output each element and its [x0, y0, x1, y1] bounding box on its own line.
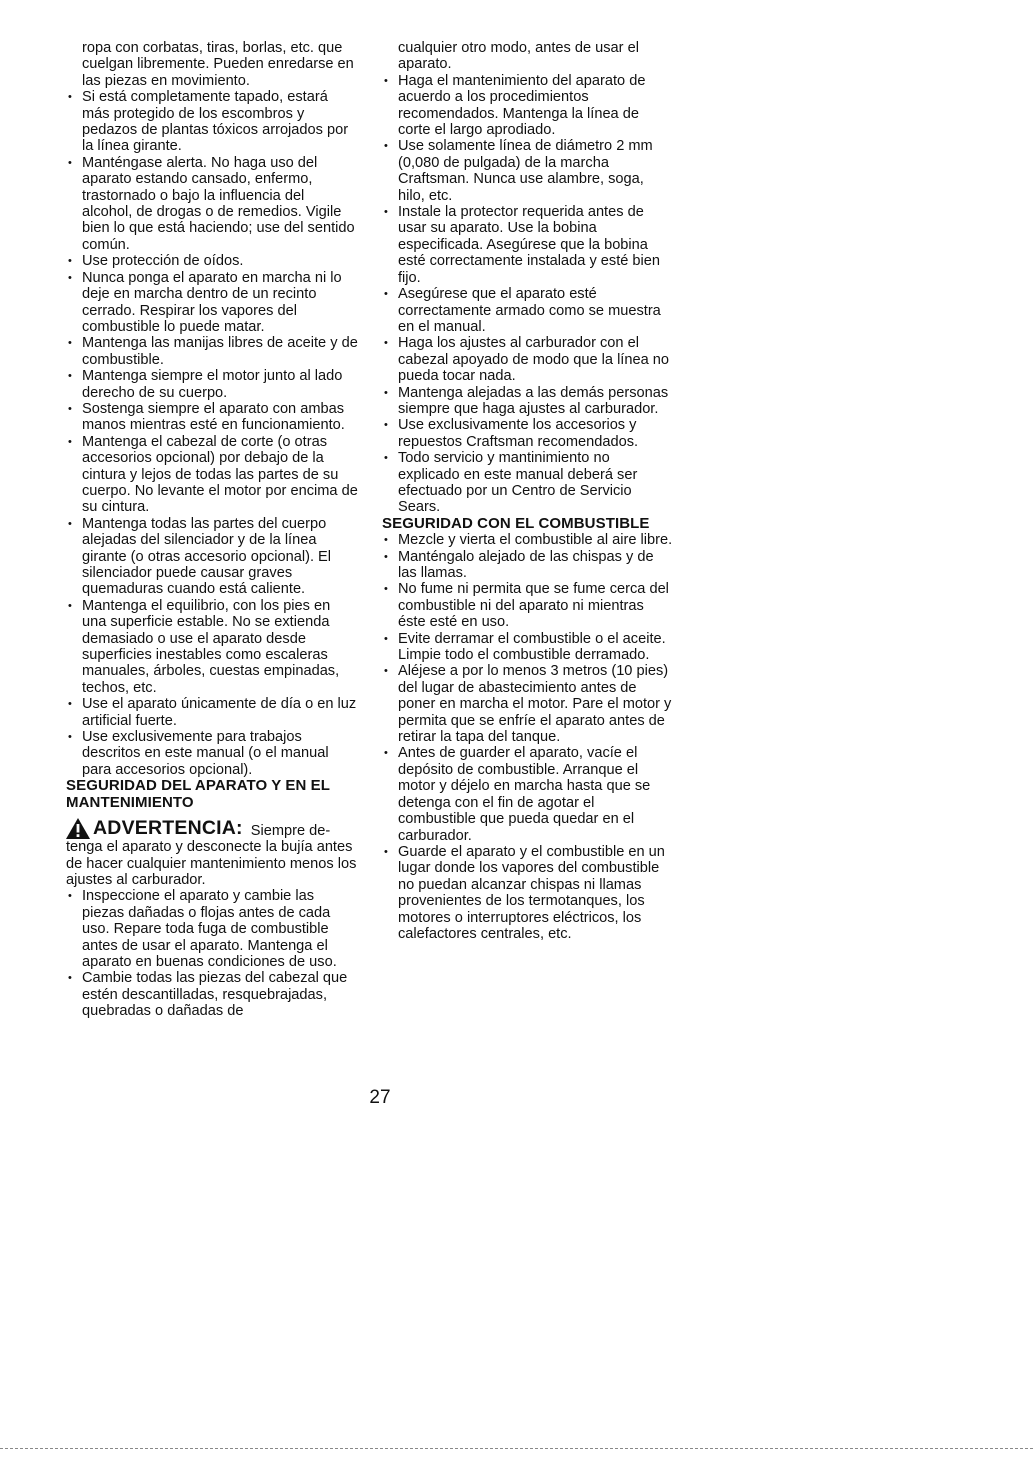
list-item: • Mantenga siempre el motor junto al lado derecho de su cuerpo.	[66, 368, 358, 401]
fuel-safety-list	[382, 532, 674, 942]
list-item: • Use solamente línea de diámetro 2 mm (0,080 de pulgada) de la marcha Craftsman. Nunca use alambre, soga, hilo, etc.	[382, 138, 674, 204]
list-item: • Cambie todas las piezas del cabezal que estén descantilladas, resquebrajadas, quebradas o dañadas de	[66, 970, 358, 1019]
warning-text-start: Siempre de-	[250, 822, 331, 839]
list-item: • Mezcle y vierta el combustible al aire libre.	[382, 532, 674, 548]
list-item: • Manténgalo alejado de las chispas y de las llamas.	[382, 549, 674, 582]
list-item: • Haga el mantenimiento del aparato de acuerdo a los procedimientos recomendados. Mantenga la línea de corte el largo aprodiado.	[382, 73, 674, 139]
section-heading-maintenance: SEGURIDAD DEL APARATO Y EN EL MANTENIMIENTO	[66, 777, 330, 811]
list-item: • Aléjese a por lo menos 3 metros (10 pies) del lugar de abastecimiento antes de poner en marcha el motor. Pare el motor y permita que se enfríe el aparato antes de retirar la tapa del tanque.	[382, 663, 674, 745]
warning-triangle-icon	[66, 818, 90, 839]
list-item: • Use exclusivamente los accesorios y repuestos Craftsman recomendados.	[382, 417, 674, 450]
list-item: • Use exclusivemente para trabajos descritos en este manual (o el manual para accesorios opcional).	[66, 729, 358, 778]
list-item: • No fume ni permita que se fume cerca del combustible ni del aparato ni mientras éste esté en uso.	[382, 581, 674, 630]
list-item: • Nunca ponga el aparato en marcha ni lo deje en marcha dentro de un recinto cerrado. Respirar los vapores del combustible lo puede matar.	[66, 270, 358, 336]
list-item: • Mantenga las manijas libres de aceite y de combustible.	[66, 335, 358, 368]
list-item: • Evite derramar el combustible o el aceite. Limpie todo el combustible derramado.	[382, 631, 674, 664]
right-column	[382, 40, 674, 942]
list-item: • Guarde el aparato y el combustible en un lugar donde los vapores del combustible no puedan alcanzar chispas ni llamas provenientes de los termotanques, los motores o interruptores eléctricos, los calefactores centrales, etc.	[382, 844, 674, 942]
section-heading-fuel: SEGURIDAD CON EL COMBUSTIBLE	[382, 514, 650, 532]
left-column	[66, 40, 358, 1020]
page-number: 27	[369, 1087, 391, 1108]
list-item: • Sostenga siempre el aparato con ambas manos mientras esté en funcionamiento.	[66, 401, 358, 434]
list-item: • Manténgase alerta. No haga uso del aparato estando cansado, enfermo, trastornado o bajo la influencia del alcohol, de drogas o de remedios. Vigile bien lo que está haciendo; use del sentido común.	[66, 155, 358, 253]
safety-list	[66, 89, 358, 778]
list-item: • Use el aparato únicamente de día o en luz artificial fuerte.	[66, 696, 358, 729]
warning-line	[66, 817, 358, 839]
continued-text: ropa con corbatas, tiras, borlas, etc. que cuelgan libremente. Pueden enredarse en las piezas en movimiento.	[82, 40, 354, 89]
list-item: • Haga los ajustes al carburador con el cabezal apoyado de modo que la línea no pueda tocar nada.	[382, 335, 674, 384]
list-item: • Inspeccione el aparato y cambie las piezas dañadas o flojas antes de cada uso. Repare toda fuga de combustible antes de usar el aparato. Mantenga el aparato en buenas condiciones de uso.	[66, 888, 358, 970]
list-item: • Asegúrese que el aparato esté correctamente armado como se muestra en el manual.	[382, 286, 674, 335]
list-item: • Use protección de oídos.	[66, 253, 358, 269]
list-item: • Mantenga todas las partes del cuerpo alejadas del silenciador y de la línea girante (o otras accesorio opcional). El silenciador puede causar graves quemaduras cuando está caliente.	[66, 516, 358, 598]
list-item: • Si está completamente tapado, estará más protegido de los escombros y pedazos de plantas tóxicos arrojados por la línea girante.	[66, 89, 358, 155]
maintenance-list-continued	[382, 73, 674, 516]
list-item: • Instale la protector requerida antes de usar su aparato. Use la bobina especificada. Asegúrese que la bobina esté correctamente instalada y esté bien fijo.	[382, 204, 674, 286]
list-item: • Mantenga el equilibrio, con los pies en una superficie estable. No se extienda demasiado o use el aparato desde superficies inestables como escaleras manuales, árboles, cuestas empinadas, techos, etc.	[66, 598, 358, 696]
warning-text: tenga el aparato y desconecte la bujía antes de hacer cualquier mantenimiento menos los ajustes al carburador.	[66, 839, 357, 888]
list-item: • Mantenga el cabezal de corte (o otras accesorios opcional) por debajo de la cintura y lejos de todas las partes de su cuerpo. No levante el motor por encima de su cintura.	[66, 434, 358, 516]
maintenance-list	[66, 888, 358, 1019]
list-item: • Antes de guarder el aparato, vacíe el depósito de combustible. Arranque el motor y déjelo en marcha hasta que se detenga con el fin de agotar el combustible que pueda quedar en el carburador.	[382, 745, 674, 843]
list-item: • Mantenga alejadas a las demás personas siempre que haga ajustes al carburador.	[382, 385, 674, 418]
continued-text: cualquier otro modo, antes de usar el aparato.	[398, 40, 639, 73]
bottom-dashed-rule	[0, 1448, 1033, 1449]
list-item: • Todo servicio y mantinimiento no explicado en este manual deberá ser efectuado por un Centro de Servicio Sears.	[382, 450, 674, 516]
warning-block	[66, 817, 358, 888]
warning-label: ADVERTENCIA:	[93, 817, 243, 840]
